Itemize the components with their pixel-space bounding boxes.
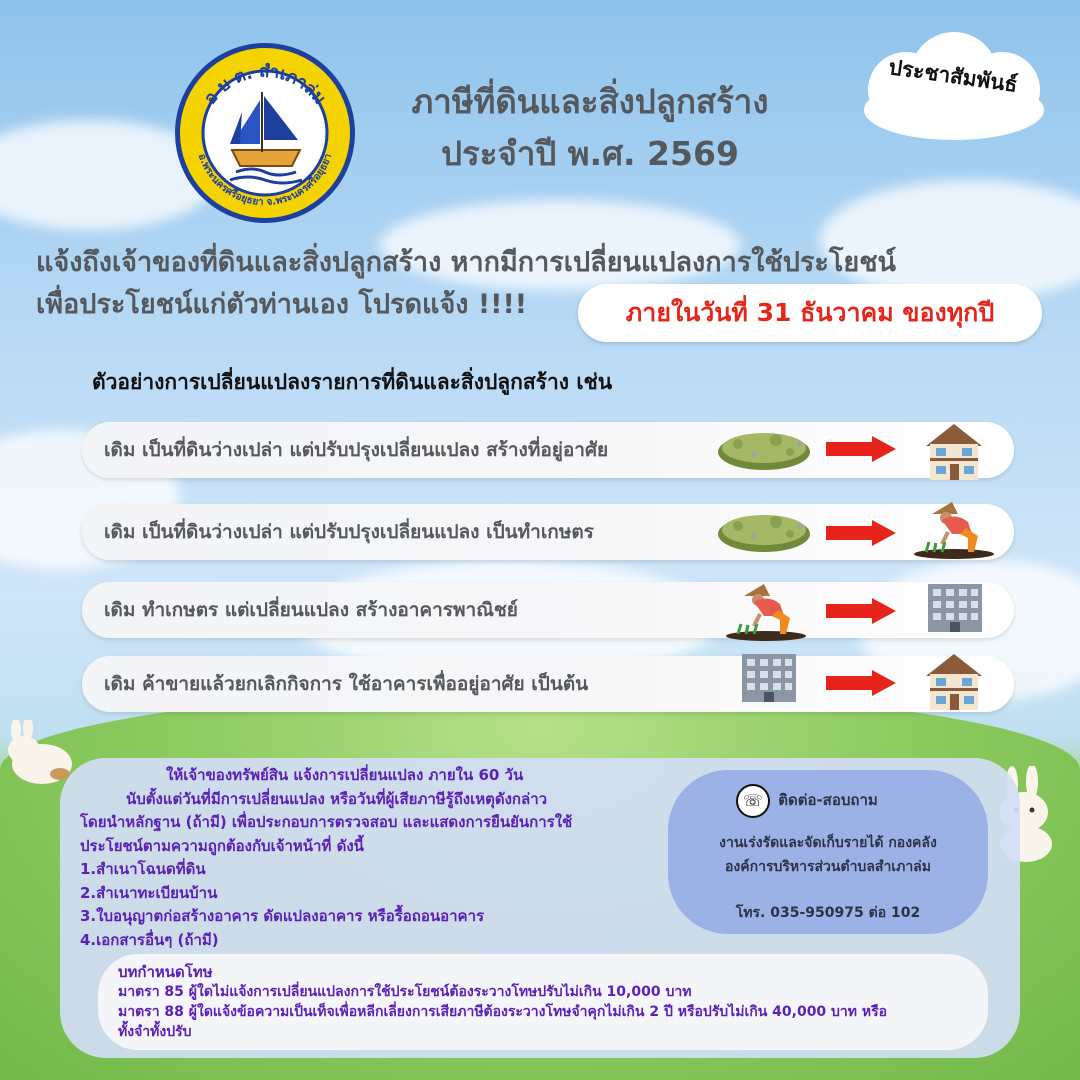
- farmer-icon: [912, 498, 996, 560]
- main-title: [380, 76, 800, 180]
- vacant-land-icon: [716, 508, 812, 554]
- penalty-line: มาตรา 85 ผู้ใดไม่แจ้งการเปลี่ยนแปลงการใช้ประโยชน์ต้องระวางโทษปรับไม่เกิน 10,000 บาท: [118, 984, 692, 1000]
- notice-line2: เพื่อประโยชน์แก่ตัวท่านเอง โปรดแจ้ง !!!!: [36, 289, 528, 320]
- title-line2: ประจำปี พ.ศ. 2569: [441, 134, 739, 173]
- deadline-pill: ภายในวันที่ 31 ธันวาคม ของทุกปี: [578, 284, 1042, 342]
- instructions: [80, 764, 640, 952]
- penalty-heading: บทกำหนดโทษ: [118, 963, 213, 981]
- commercial-building-icon: [924, 580, 986, 634]
- penalty-line: ทั้งจำทั้งปรับ: [118, 1024, 192, 1040]
- notice-line1: แจ้งถึงเจ้าของที่ดินและสิ่งปลูกสร้าง หากมีการเปลี่ยนแปลงการใช้ประโยชน์: [36, 247, 897, 278]
- commercial-building-icon: [738, 650, 800, 704]
- example-text: เดิม ค้าขายแล้วยกเลิกกิจการ ใช้อาคารเพื่ออยู่อาศัย เป็นต้น: [104, 673, 589, 695]
- instruction-line: 2.สำเนาทะเบียนบ้าน: [80, 883, 218, 902]
- instruction-line: 3.ใบอนุญาตก่อสร้างอาคาร ดัดแปลงอาคาร หรือรื้อถอนอาคาร: [80, 907, 485, 925]
- examples-heading: ตัวอย่างการเปลี่ยนแปลงรายการที่ดินและสิ่งปลูกสร้าง เช่น: [92, 370, 613, 394]
- arrow-icon: [826, 670, 896, 696]
- instruction-line: 1.สำเนาโฉนดที่ดิน: [80, 860, 206, 878]
- example-text: เดิม เป็นที่ดินว่างเปล่า แต่ปรับปรุงเปลี่ยนแปลง สร้างที่อยู่อาศัย: [104, 439, 609, 461]
- example-text: เดิม ทำเกษตร แต่เปลี่ยนแปลง สร้างอาคารพาณิชย์: [104, 599, 518, 621]
- arrow-icon: [826, 520, 896, 546]
- instruction-line: นับตั้งแต่วันที่มีการเปลี่ยนแปลง หรือวันที่ผู้เสียภาษีรู้ถึงเหตุดังกล่าว: [126, 789, 548, 808]
- instruction-line: ให้เจ้าของทรัพย์สิน แจ้งการเปลี่ยนแปลง ภายใน 60 วัน: [166, 766, 524, 784]
- title-line1: ภาษีที่ดินและสิ่งปลูกสร้าง: [411, 82, 769, 121]
- arrow-icon: [826, 598, 896, 624]
- house-icon: [922, 420, 986, 482]
- example-text: เดิม เป็นที่ดินว่างเปล่า แต่ปรับปรุงเปลี่ยนแปลง เป็นทำเกษตร: [104, 521, 594, 543]
- contact-line2: องค์การบริหารส่วนตำบลสำเภาล่ม: [725, 859, 931, 875]
- contact-line1: งานเร่งรัดและจัดเก็บรายได้ กองคลัง: [719, 835, 937, 851]
- ship-logo: [172, 40, 358, 226]
- farmer-icon: [724, 580, 808, 642]
- contact-card: [668, 770, 988, 934]
- instruction-line: 4.เอกสารอื่นๆ (ถ้ามี): [80, 930, 219, 949]
- vacant-land-icon: [716, 426, 812, 472]
- phone-icon: ☏: [736, 784, 770, 818]
- house-icon: [922, 650, 986, 712]
- penalty-line: มาตรา 88 ผู้ใดแจ้งข้อความเป็นเท็จเพื่อหลีกเลี่ยงการเสียภาษีต้องระวางโทษจำคุกไม่เกิน 2 ปี หรือปรับไม่เกิน 40,000 บาท หรือ: [118, 1004, 888, 1020]
- contact-phone: โทร. 035-950975 ต่อ 102: [735, 905, 921, 921]
- contact-heading: ติดต่อ-สอบถาม: [778, 791, 878, 809]
- penalty: [118, 962, 968, 1042]
- logo-bottom-text: อ.พระนครศรีอยุธยา จ.พระนครศรีอยุธยา: [195, 152, 335, 209]
- instruction-line: โดยนำหลักฐาน (ถ้ามี) เพื่อประกอบการตรวจสอบ และแสดงการยืนยันการใช้: [80, 813, 573, 831]
- arrow-icon: [826, 436, 896, 462]
- logo-top-text: อ บ ต. สำเภาล่ม: [200, 61, 330, 109]
- instruction-line: ประโยชน์ตามความถูกต้องกับเจ้าหน้าที่ ดังนี้: [80, 836, 364, 855]
- badge-text: ประชาสัมพันธ์: [887, 55, 1019, 97]
